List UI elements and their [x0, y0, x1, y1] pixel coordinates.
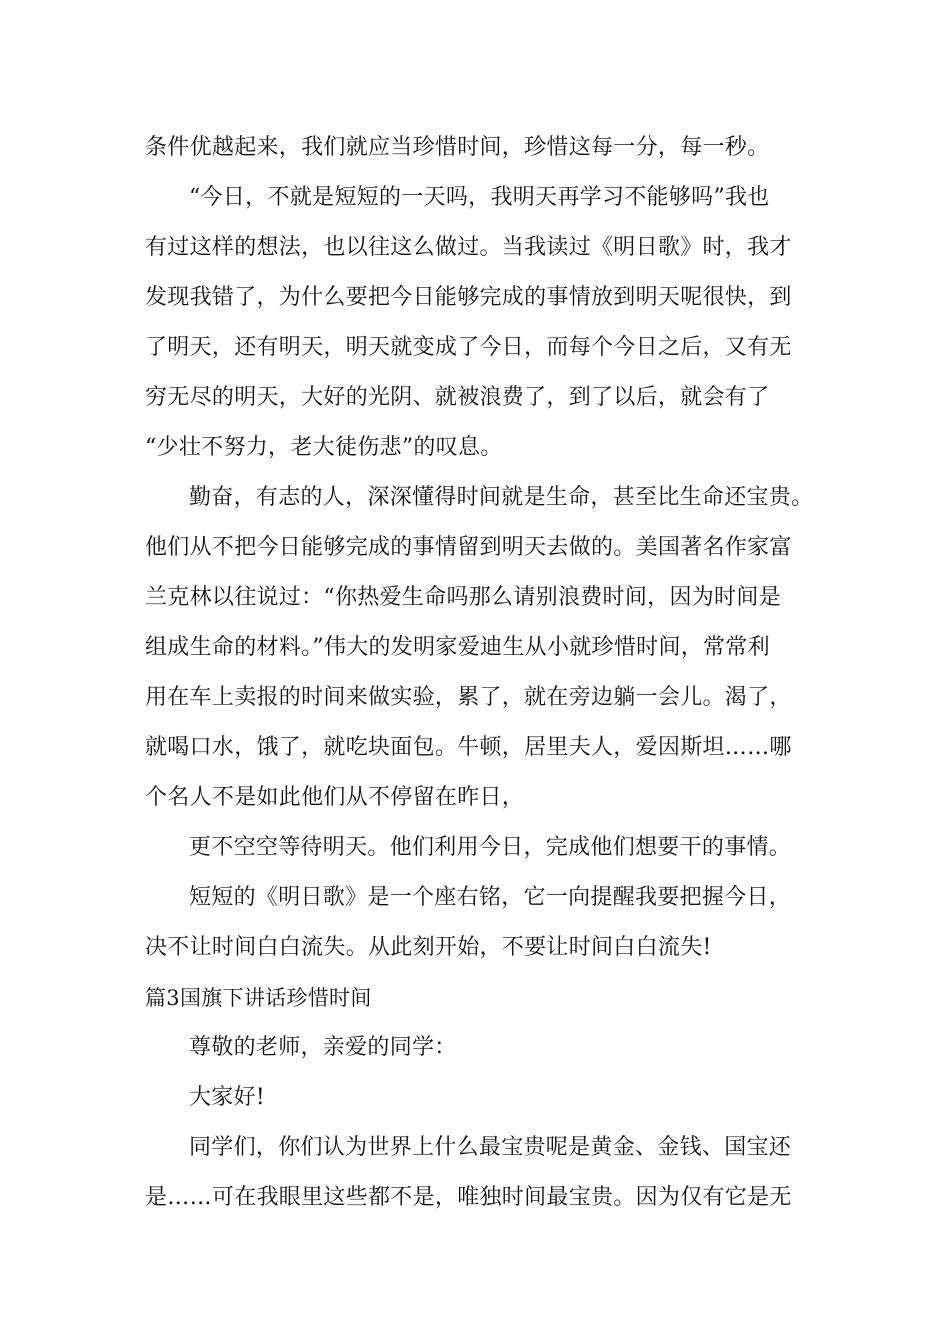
text-line: 了明天，还有明天，明天就变成了今日，而每个今日之后，又有无: [145, 335, 792, 360]
text-line: 更不空空等待明天。他们利用今日，完成他们想要干的事情。: [189, 835, 792, 860]
text-line: 用在车上卖报的时间来做实验，累了，就在旁边躺一会儿。渴了，: [145, 685, 792, 710]
text-line: 就喝口水，饿了，就吃块面包。牛顿，居里夫人，爱因斯坦……哪: [145, 735, 792, 760]
text-line: 个名人不是如此他们从不停留在昨日，: [145, 785, 525, 810]
text-line: 短短的《明日歌》是一个座右铭，它一向提醒我要把握今日，: [189, 885, 792, 910]
text-line: 发现我错了，为什么要把今日能够完成的事情放到明天呢很快，到: [145, 285, 792, 310]
text-line: 穷无尽的明天，大好的光阴、就被浪费了，到了以后，就会有了: [145, 385, 770, 410]
text-line: 决不让时间白白流失。从此刻开始，不要让时间白白流失!: [145, 935, 712, 960]
text-line: 条件优越起来，我们就应当珍惜时间，珍惜这每一分，每一秒。: [145, 135, 770, 160]
text-line: 兰克林以往说过：“你热爱生命吗那么请别浪费时间，因为时间是: [145, 585, 781, 610]
text-line: 是……可在我眼里这些都不是，唯独时间最宝贵。因为仅有它是无: [145, 1185, 792, 1210]
text-line: 有过这样的想法，也以往这么做过。当我读过《明日歌》时，我才: [145, 235, 792, 260]
text-line: “少壮不努力，老大徒伤悲”的叹息。: [145, 435, 503, 460]
text-line: 他们从不把今日能够完成的事情留到明天去做的。美国著名作家富: [145, 535, 792, 560]
text-line: “今日，不就是短短的一天吗，我明天再学习不能够吗”我也: [189, 185, 770, 210]
text-line: 勤奋，有志的人，深深懂得时间就是生命，甚至比生命还宝贵。: [189, 485, 814, 510]
text-line: 组成生命的材料。”伟大的发明家爱迪生从小就珍惜时间，常常利: [145, 635, 770, 660]
section-heading: 篇3国旗下讲话珍惜时间: [145, 986, 372, 1010]
text-line: 同学们，你们认为世界上什么最宝贵呢是黄金、金钱、国宝还: [189, 1135, 792, 1160]
text-line: 尊敬的老师，亲爱的同学：: [189, 1035, 457, 1060]
text-line: 大家好!: [189, 1085, 266, 1110]
